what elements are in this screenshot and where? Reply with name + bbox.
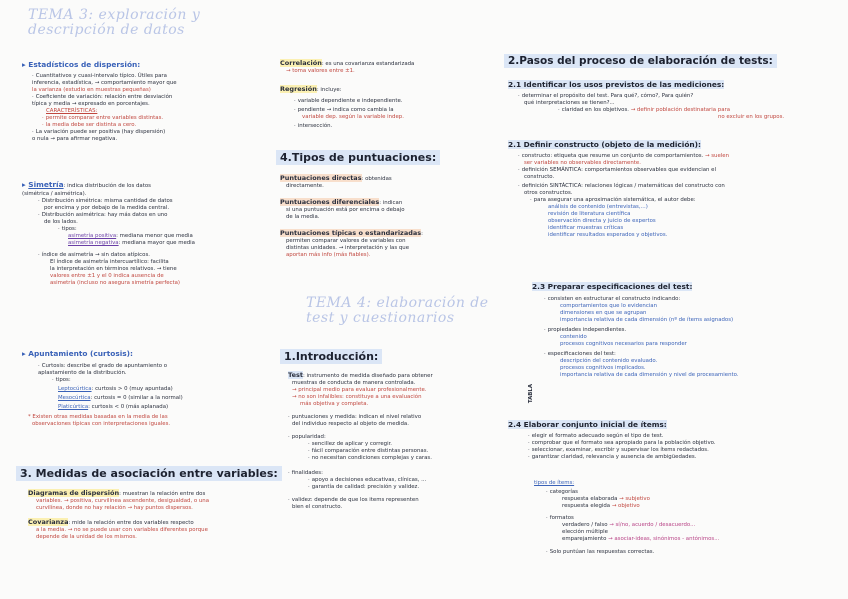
estadisticos-heading: ▸ Estadísticos de dispersión: bbox=[22, 60, 141, 69]
step-2-1-body: · determinar el propósito del test. Para qué?, cómo?, Para quién? qué interpretaciones se tienen?... · claridad en los objetivos. → definir población destinataria para no excluir en los grupos. bbox=[518, 93, 844, 121]
tema3-title: TEMA 3: exploración y descripción de datos bbox=[28, 7, 201, 38]
asociacion-body: Diagramas de dispersión: muestran la relación entre dos variables. → positiva, curvilínea ascendente, desigualdad, o una curvilínea, donde no hay relación → hay puntos dispersos. Covarianza: mide la relación entre dos variables respecto a la media. → no se puede usar con variables diferentes porque depende de la unidad de los mismos. bbox=[28, 489, 210, 540]
introduccion-body: Test: instrumento de medida diseñado para obtener muestras de conducta de manera controlada. → principal medio para evaluar profesionalmente. → no son infalibles: constituye a una evaluación más objetiva y completa. · puntuaciones y medida: indican el nivel relativo del individuo respecto al objeto de medida. · popularidad: · sencillez de aplicar y corregir. · fácil comparación entre distintas personas. · no necesitan condiciones complejas y caras. · finalidades: · apoyo a decisiones educativas, clínicas, ... · garantía de calidad: precisión y validez. · validez: depende de que los items representen bien el constructo. bbox=[288, 372, 508, 511]
step-2-4-heading: 2.4 Elaborar conjunto inicial de ítems: bbox=[508, 420, 667, 429]
asociacion-heading: 3. Medidas de asociación entre variables: bbox=[16, 466, 282, 481]
estadisticos-body: · Cuantitativos y cuasi-intervalo típico. Útiles para inferencia, estadística, → comportamiento mayor que la varianza (estudio en muestras pequeñas) · Coeficiente de variación: relación entre desviación típica y media → expresado en porcentajes. CARACTERÍSTICAS: · permite comparar entre variables distintas. · la media debe ser distinta a cero. · La variación puede ser positiva (hay dispersión) o nula → para afirmar negativa. bbox=[32, 73, 276, 143]
pasos-heading: 2.Pasos del proceso de elaboración de tests: bbox=[504, 54, 777, 68]
tabla-label: TABLA bbox=[528, 384, 534, 404]
step-2-3-heading: 2.3 Preparar especificaciones del test: bbox=[532, 282, 693, 291]
correlacion-block: Correlación: es una covarianza estandarizada → toma valores entre ±1. bbox=[280, 59, 415, 74]
apuntamiento-heading: ▸ Apuntamiento (curtosis): bbox=[22, 349, 133, 358]
tipos-items: tipos de ítems: · categorías respuesta elaborada → subjetivo respuesta elegida → objetivo · formatos verdadero / falso → sí/no, acuerdo / desacuerdo... elección múltiple emparejamiento → asociar-ideas, sinónimos - antónimos... · Solo puntúan las respuestas correctas. bbox=[534, 480, 844, 556]
step-2-2-heading: 2.1 Definir constructo (objeto de la medición): bbox=[508, 140, 701, 149]
step-2-1-heading: 2.1 Identificar los usos previstos de las mediciones: bbox=[508, 80, 725, 89]
apuntamiento-body: · Curtosis: describe el grado de apuntamiento o aplastamiento de la distribución. · tipos: Leptocúrtica: curtosis > 0 (muy apuntada) Mesocúrtica: curtosis = 0 (similar a la normal) Platicúrtica: curtosis < 0 (más aplanada) * Existen otras medidas basadas en la media de las observaciones típicas con interpretaciones iguales. bbox=[38, 363, 276, 428]
tema4-title: TEMA 4: elaboración de test y cuestionarios bbox=[306, 295, 489, 326]
regresion-block: Regresión: incluye: · variable dependiente e independiente. · pendiente → indica como cambia la variable dep. según la variable indep. · intersección. bbox=[280, 86, 505, 130]
puntuaciones-body: Puntuaciones directas: obtenidas directamente. Puntuaciones diferenciales: indican si una puntuación está por encima o debajo de la media. Puntuaciones típicas o estandarizadas: permiten comparar valores de variables con distintas unidades. → interpretación y las que aportan más info (más fiables). bbox=[280, 174, 423, 258]
introduccion-heading: 1.Introducción: bbox=[280, 349, 382, 364]
step-2-3-body: · consisten en estructurar el constructo indicando: comportamientos que lo evidencian dimensiones en que se agrupan importancia relativa de cada dimensión (nº de ítems asignados) · propiedades independientes. contenido procesos cognitivos necesarios para responder · especificaciones del test: descripción del contenido evaluado. procesos cognitivos implicados. importancia relativa de cada dimensión y nivel de procesamiento. bbox=[544, 296, 844, 379]
step-2-2-body: · constructo: etiqueta que resume un conjunto de comportamientos. → suelen ser variables no observables directamente. · definición SEMÁNTICA: comportamientos observables que evidencian el constructo. · definición SINTÁCTICA: relaciones lógicas / matemáticas del constructo con otros constructos. · para asegurar una aproximación sistemática, el autor debe: análisis de contenido (entrevistas,...) revisión de literatura científica observación directa y juicio de expertos identificar muestras críticas identificar resultados esperados y objetivos. bbox=[518, 153, 844, 239]
tipos-puntuaciones-heading: 4.Tipos de puntuaciones: bbox=[276, 150, 440, 165]
step-2-4-body: · elegir el formato adecuado según el tipo de test. · comprobar que el formato sea apropiado para la población objetivo. · seleccionar, examinar, escribir y supervisar los ítems redactados. · garantizar claridad, relevancia y ausencia de ambigüedades. bbox=[528, 433, 844, 461]
simetria-heading: ▸ Simetría: indica distribución de los datos bbox=[22, 180, 151, 189]
simetria-body: (simétrica / asimétrica). · Distribución simétrica: misma cantidad de datos por encima y por debajo de la medida central. · Distribución asimétrica: hay más datos en uno de los lados. · tipos: asimetría positiva: mediana menor que media asimetría negativa: mediana mayor que media · índice de asimetría → sin datos atípicos. El índice de asimetría intercuartílico: facilita la interpretación en términos relativos. → tiene valores entre ±1 y el 0 indica ausencia de asimetría (incluso no asegura simetría perfecta) bbox=[22, 191, 272, 287]
